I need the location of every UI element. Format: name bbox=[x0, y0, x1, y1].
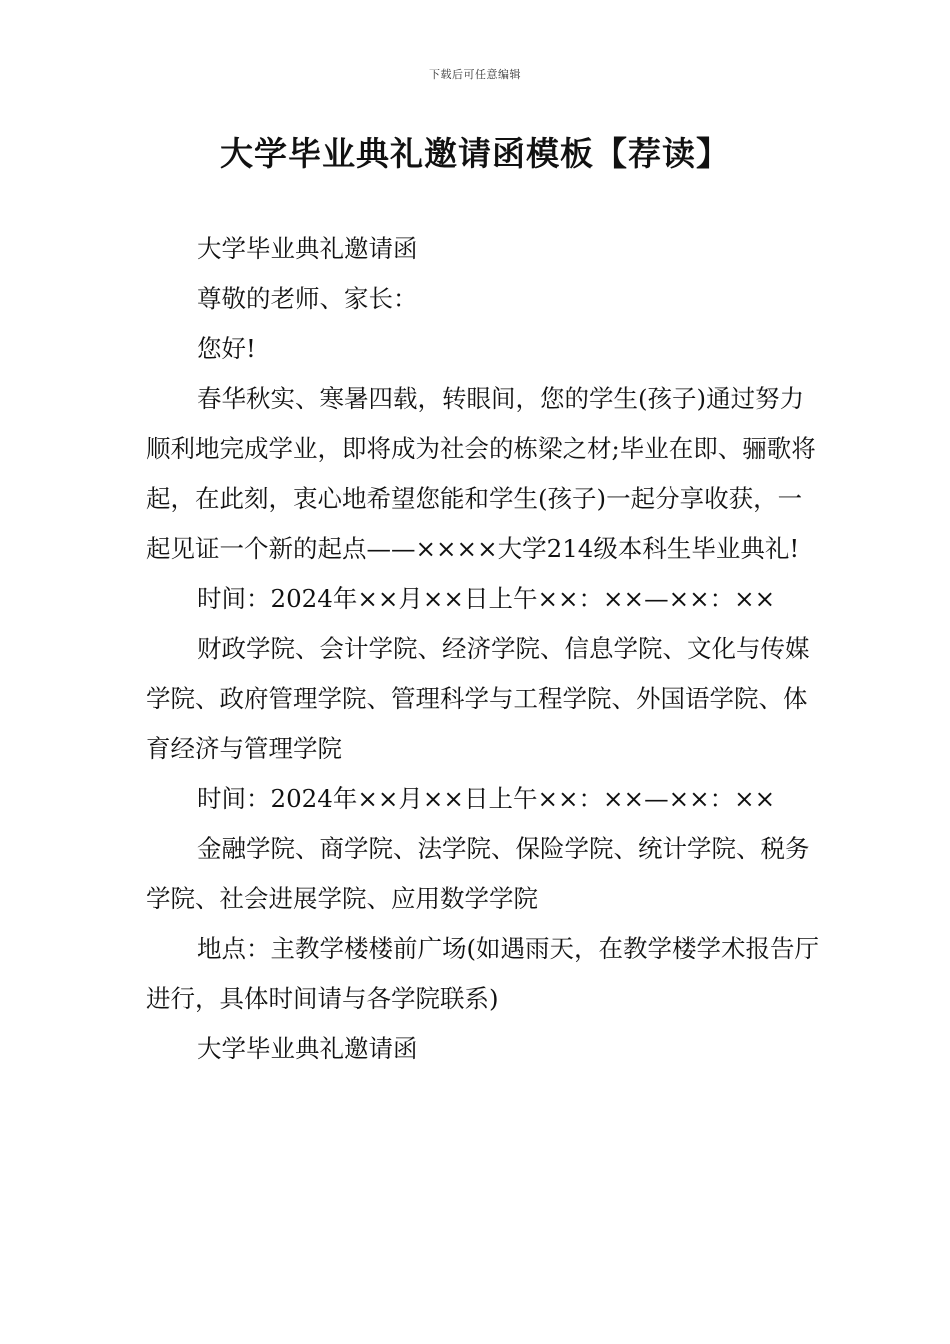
document-body bbox=[146, 224, 822, 1074]
paragraph-invitation-heading-repeat: 大学毕业典礼邀请函 bbox=[197, 1034, 418, 1063]
paragraph-schools-first-session: 财政学院、会计学院、经济学院、信息学院、文化与传媒学院、政府管理学院、管理科学与工程学院、外国语学院、体育经济与管理学院 bbox=[146, 634, 810, 763]
header-note: 下载后可任意编辑 bbox=[429, 68, 521, 81]
paragraph-salutation: 尊敬的老师、家长： bbox=[197, 284, 418, 313]
paragraph-schools-second-session: 金融学院、商学院、法学院、保险学院、统计学院、税务学院、社会进展学院、应用数学学院 bbox=[146, 834, 810, 913]
paragraph-invitation-body: 春华秋实、寒暑四载，转眼间，您的学生(孩子)通过努力顺利地完成学业，即将成为社会的栋梁之材;毕业在即、骊歌将起，在此刻，衷心地希望您能和学生(孩子)一起分享收获，一起见证一个新的起点——××××大学214级本科生毕业典礼! bbox=[146, 384, 816, 563]
paragraph-invitation-heading: 大学毕业典礼邀请函 bbox=[197, 234, 418, 263]
paragraph-time-first-session: 时间：2024年××月××日上午××：××—××：×× bbox=[197, 584, 776, 613]
paragraph-location: 地点：主教学楼楼前广场(如遇雨天，在教学楼学术报告厅进行，具体时间请与各学院联系) bbox=[146, 934, 820, 1013]
document-title: 大学毕业典礼邀请函模板【荐读】 bbox=[220, 134, 730, 173]
paragraph-greeting: 您好! bbox=[197, 334, 256, 363]
paragraph-time-second-session: 时间：2024年××月××日上午××：××—××：×× bbox=[197, 784, 776, 813]
